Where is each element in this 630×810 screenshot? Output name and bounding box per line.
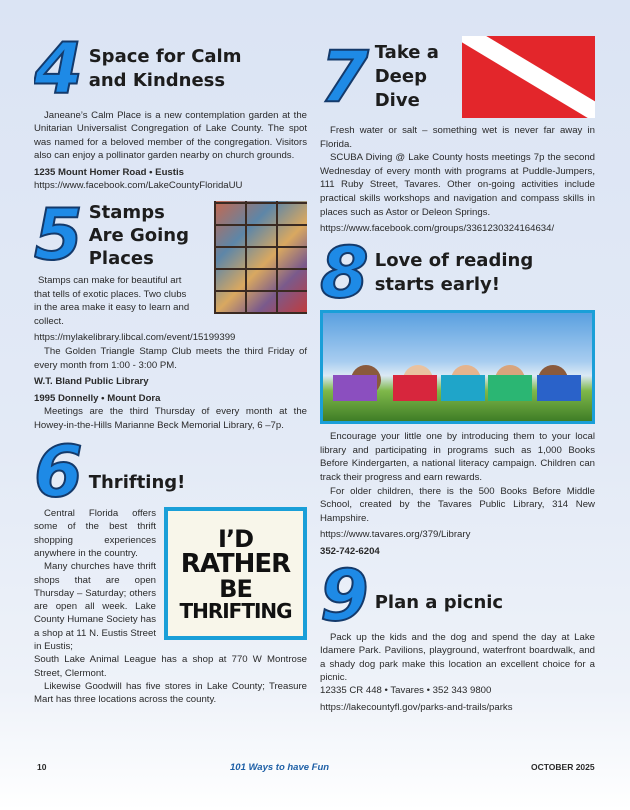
thrifting-graphic <box>164 507 307 640</box>
section-number-9: 9 <box>320 562 369 630</box>
section-6-header <box>34 439 307 506</box>
paragraph: For older children, there is the 500 Books Before Middle School, created by the Tavares Public Library, 314 New Hampshire. <box>320 485 595 524</box>
paragraph: The Golden Triangle Stamp Club meets the third Friday of every month from 1:00 - 3:00 PM. <box>34 346 307 371</box>
paragraph: Fresh water or salt – something wet is never far away in Florida. <box>320 125 595 150</box>
text-line: in the area make it easy to learn and collect. <box>34 302 190 327</box>
section-6 <box>34 439 307 707</box>
title-line: Are Going <box>88 225 190 247</box>
section-8-header <box>320 240 595 307</box>
title-line: Deep Dive <box>374 66 427 111</box>
paragraph: Many churches have thrift shops that are open Thursday – Saturday; others are open all week. Lake County Humane Society has a shop at 11 N. Eustis Street in Eustis; <box>34 561 156 653</box>
section-4-header <box>34 36 307 103</box>
section-4-title <box>89 45 242 93</box>
left-column <box>34 36 307 707</box>
section-number-4: 4 <box>34 36 83 103</box>
graphic-text: BE <box>219 574 252 603</box>
address: 1235 Mount Homer Road • Eustis <box>34 166 184 178</box>
title-line: and Kindness <box>88 70 226 92</box>
address: 12335 CR 448 • Tavares • 352 343 9800 <box>320 685 492 697</box>
title-line: starts early! <box>374 274 500 295</box>
section-number-8: 8 <box>320 239 369 307</box>
right-column <box>320 36 595 714</box>
title-line: Take a <box>374 42 439 63</box>
section-9 <box>320 563 595 714</box>
text-line: that tells of exotic places. Two clubs <box>34 288 187 300</box>
paragraph: Meetings are the third Thursday of every month at the Howey-in-the-Hills Marianne Beck Memorial Library, 6 –7p. <box>34 406 307 431</box>
section-number-7: 7 <box>320 36 369 118</box>
dive-flag-image <box>462 36 595 118</box>
title-line: Space for Calm <box>88 46 242 68</box>
link[interactable]: https://lakecountyfl.gov/parks-and-trails/parks <box>320 701 513 713</box>
paragraph: Pack up the kids and the dog and spend the day at Lake Idamere Park. Pavilions, playground, waterfront boardwalk, and a shady dog park make this location an excellent choice for a picnic. <box>320 632 595 683</box>
section-9-body <box>320 631 595 714</box>
section-number-5: 5 <box>34 201 83 271</box>
children-reading-photo <box>320 310 595 424</box>
phone: 352-742-6204 <box>320 546 380 557</box>
title-line: Love of reading <box>374 250 534 271</box>
section-7-body <box>320 124 595 236</box>
paragraph: Likewise Goodwill has five stores in Lake County; Treasure Mart has three locations across the county. <box>34 680 307 706</box>
title-line: Stamps <box>88 202 165 224</box>
address: 1995 Donnelly • Mount Dora <box>34 392 161 404</box>
publication-title: 101 Ways to have Fun <box>230 762 330 773</box>
link[interactable]: https://www.facebook.com/LakeCountyFloridaUU <box>34 180 243 192</box>
venue: W.T. Bland Public Library <box>34 376 149 388</box>
paragraph: Janeane’s Calm Place is a new contemplation garden at the Unitarian Universalist Congregation of Lake County. The spot was named for a beloved member of the congregation. Visitors also can enjoy a pollinator garden nearby on church grounds. <box>34 109 307 162</box>
section-6-body <box>34 507 307 706</box>
title-line: Places <box>88 248 154 270</box>
section-7 <box>320 36 595 236</box>
section-5 <box>34 201 307 433</box>
section-8-body <box>320 430 595 558</box>
section-8 <box>320 240 595 559</box>
link[interactable]: https://mylakelibrary.libcal.com/event/15199399 <box>34 332 236 344</box>
link[interactable]: https://www.facebook.com/groups/3361230324164634/ <box>320 223 555 235</box>
section-number-6: 6 <box>34 438 83 506</box>
issue-date: OCTOBER 2025 <box>531 762 595 772</box>
link[interactable]: https://www.tavares.org/379/Library <box>320 529 471 541</box>
page-number: 10 <box>37 762 47 772</box>
section-8-title <box>375 249 534 297</box>
section-6-title: Thrifting! <box>88 471 186 493</box>
section-4-body <box>34 109 307 194</box>
stamps-image <box>214 201 307 314</box>
section-7-header <box>320 36 595 118</box>
section-9-title: Plan a picnic <box>374 591 504 613</box>
section-5-header <box>34 201 208 270</box>
paragraph: SCUBA Diving @ Lake County hosts meetings 7p the second Wednesday of every month with programs at Puddle-Jumpers, 111 Ruby Street, Tavares. Other on-going activities include practical skills workshops and navigation and compass skills in places such as Astor or Deleon Springs. <box>320 152 595 218</box>
paragraph: Central Florida offers some of the best thrift shopping experiences anywhere in the country. <box>34 508 156 559</box>
graphic-text: RATHER <box>180 548 291 579</box>
paragraph: South Lake Animal League has a shop at 770 W Montrose Street, Clermont. <box>34 654 307 679</box>
text-line: Stamps can make for beautiful art <box>38 275 182 287</box>
section-7-title <box>375 41 462 113</box>
paragraph: Encourage your little one by introducing them to your local library and participating in programs such as 1,000 Books Before Kindergarten, a national literacy campaign. Children can track their progress and earn rewards. <box>320 431 595 484</box>
graphic-text: I’D <box>218 524 253 553</box>
section-4 <box>34 36 307 193</box>
section-9-header <box>320 563 595 630</box>
section-5-title <box>89 201 189 270</box>
graphic-text: THRIFTING <box>179 598 292 623</box>
